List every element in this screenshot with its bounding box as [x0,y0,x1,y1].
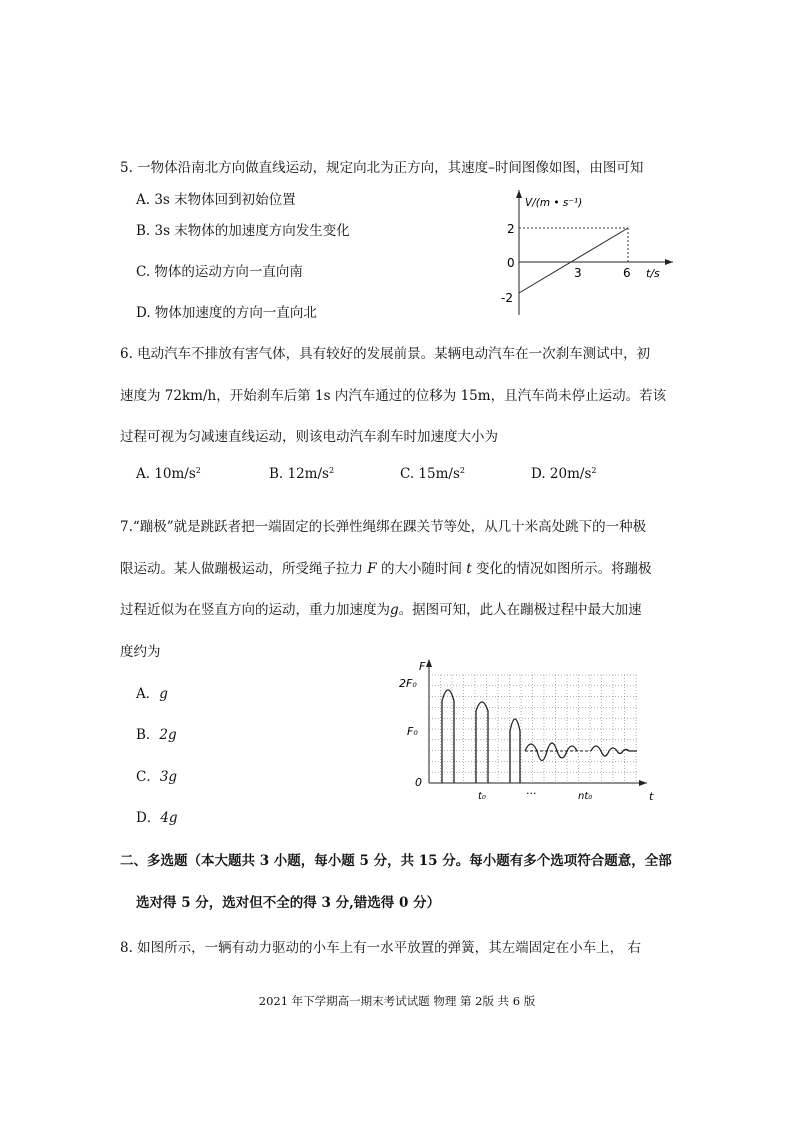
q7-origin: 0 [415,776,422,789]
q7-label-2f0: 2F₀ [399,677,417,690]
q7-y-arrow [426,659,432,667]
q7-peak-3 [510,719,520,783]
q5-tick-2: 2 [507,222,515,236]
q5-vt-graph [495,190,680,320]
q6-line1: 6. 电动汽车不排放有害气体，具有较好的发展前景。某辆电动汽车在一次刹车测试中，初 [120,346,651,362]
q5-ylabel: V/(m • s⁻¹) [525,197,583,209]
q7-option-c: C．3g [136,769,178,785]
q6-option-a: A. $10m/s^2$ [136,466,201,482]
q7-line3: 过程近似为在竖直方向的运动，重力加速度为g。据图可知，此人在蹦极过程中最大加速 [120,602,642,618]
q5-option-a: A. 3s 末物体回到初始位置 [136,192,296,208]
q5-tick-6: 6 [623,266,631,280]
q5-x-arrow [665,259,673,265]
q7-line4: 度约为 [120,644,161,660]
q6-line2: 速度为 72km/h，开始刹车后第 1s 内汽车通过的位移为 15m，且汽车尚未停止运动。若该 [120,388,667,404]
q7-peak-1 [442,690,454,783]
q6-option-b: B. $12m/s^2$ [269,466,335,482]
q5-tick-neg2: -2 [501,291,513,305]
q7-oscillation-1 [525,743,577,761]
q5-tick-3: 3 [574,266,582,280]
q7-x-label: t [649,790,654,803]
q7-label-f0: F₀ [407,725,418,738]
q6-line3: 过程可视为匀减速直线运动，则该电动汽车刹车时加速度大小为 [120,429,498,445]
q7-line2: 限运动。某人做蹦极运动，所受绳子拉力 F 的大小随时间 t 变化的情况如图所示。将蹦极 [120,561,652,577]
q5-stem: 5. 一物体沿南北方向做直线运动，规定向北为正方向，其速度–时间图像如图，由图可知 [120,160,644,176]
q7-label-t0: t₀ [478,791,486,802]
q7-x-arrow [639,780,647,786]
section2-header-line2: 选对得 5 分，选对但不全的得 3 分,错选得 0 分） [136,895,441,911]
q7-option-b: B．2g [136,727,177,743]
q7-oscillation-2 [591,746,637,756]
q5-tick-0: 0 [507,256,515,270]
q8-line1: 8. 如图所示，一辆有动力驱动的小车上有一水平放置的弹簧，其左端固定在小车上， 右 [120,940,641,956]
section2-header-line1: 二、多选题（本大题共 3 小题，每小题 5 分，共 15 分。每小题有多个选项符合题意，全部 [120,853,672,869]
q7-label-nt0: nt₀ [578,791,593,802]
q7-force-graph [385,655,660,805]
q7-peak-2 [476,702,488,783]
q7-line1: 7.“蹦极”就是跳跃者把一端固定的长弹性绳绑在踝关节等处，从几十米高处跳下的一种极 [120,519,647,535]
q7-y-label: F [419,660,426,673]
q7-option-d: D．4g [136,810,178,826]
q7-grid [429,675,637,783]
q5-option-b: B. 3s 末物体的加速度方向发生变化 [136,223,350,239]
q5-xlabel: t/s [646,267,660,280]
q5-velocity-line [519,228,628,293]
q7-label-dots: ··· [526,787,537,800]
q6-option-c: C. $15m/s^2$ [400,466,465,482]
q5-option-c: C. 物体的运动方向一直向南 [136,264,303,280]
q7-option-a: A．g [136,686,168,702]
q6-option-d: D. $20m/s^2$ [531,466,597,482]
q5-option-d: D. 物体加速度的方向一直向北 [136,305,317,321]
q5-y-arrow [516,190,522,198]
page-footer: 2021 年下学期高一期末考试试题 物理 第 2版 共 6 版 [258,994,536,1008]
